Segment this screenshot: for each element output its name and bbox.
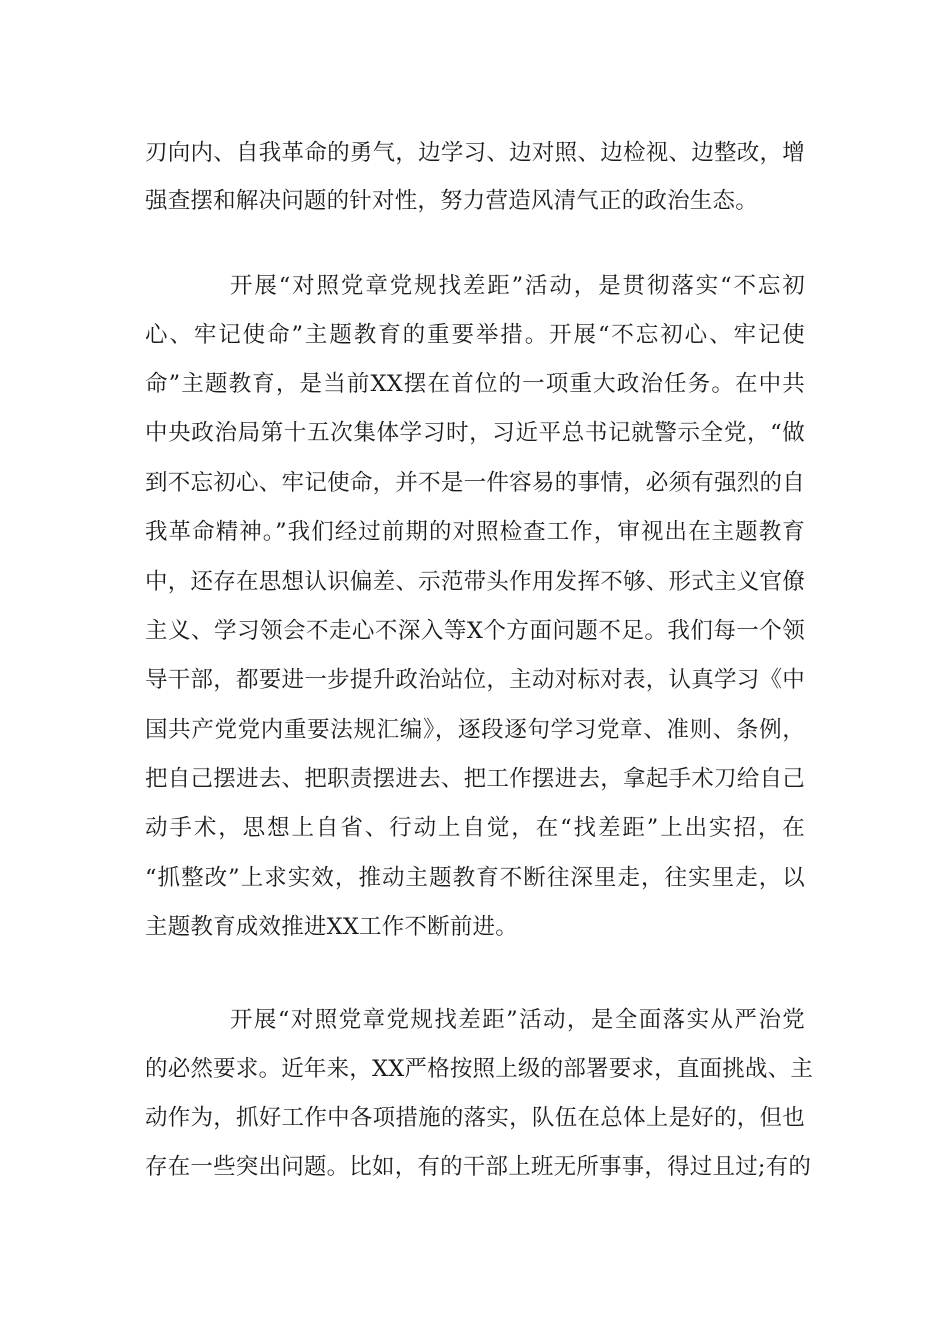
text-line: 强查摆和解决问题的针对性，努力营造风清气正的政治生态。: [145, 188, 758, 214]
text-line: 主题教育成效推进XX工作不断前进。: [145, 914, 518, 940]
text-line: 开展“对照党章党规找差距”活动，是贯彻落实“不忘初: [230, 273, 805, 299]
text-line: 中，还存在思想认识偏差、示范带头作用发挥不够、形式主义官僚: [145, 569, 805, 595]
text-line: 动手术，思想上自省、行动上自觉，在“找差距”上出实招，在: [145, 815, 805, 841]
text-line: 的必然要求。近年来，XX严格按照上级的部署要求，直面挑战、主: [145, 1056, 814, 1082]
text-line: 存在一些突出问题。比如，有的干部上班无所事事，得过且过;有的: [145, 1154, 812, 1180]
text-line: 动作为，抓好工作中各项措施的落实，队伍在总体上是好的，但也: [145, 1105, 805, 1131]
text-line: 我革命精神。”我们经过前期的对照检查工作，审视出在主题教育: [145, 519, 805, 545]
text-line: 国共产党党内重要法规汇编》，逐段逐句学习党章、准则、条例，: [145, 717, 805, 743]
text-line: 到不忘初心、牢记使命，并不是一件容易的事情，必须有强烈的自: [145, 470, 805, 496]
text-line: 把自己摆进去、把职责摆进去、把工作摆进去，拿起手术刀给自己: [145, 766, 805, 792]
text-line: 命”主题教育，是当前XX摆在首位的一项重大政治任务。在中共: [145, 371, 805, 397]
text-line: 心、牢记使命”主题教育的重要举措。开展“不忘初心、牢记使: [145, 322, 805, 348]
text-line: 开展“对照党章党规找差距”活动，是全面落实从严治党: [230, 1007, 805, 1033]
text-line: 导干部，都要进一步提升政治站位，主动对标对表，认真学习《中: [145, 667, 805, 693]
text-line: “抓整改”上求实效，推动主题教育不断往深里走，往实里走，以: [145, 865, 805, 891]
text-line: 刃向内、自我革命的勇气，边学习、边对照、边检视、边整改，增: [145, 140, 805, 166]
text-line: 中央政治局第十五次集体学习时，习近平总书记就警示全党，“做: [145, 420, 805, 446]
text-line: 主义、学习领会不走心不深入等X个方面问题不足。我们每一个领: [145, 618, 805, 644]
